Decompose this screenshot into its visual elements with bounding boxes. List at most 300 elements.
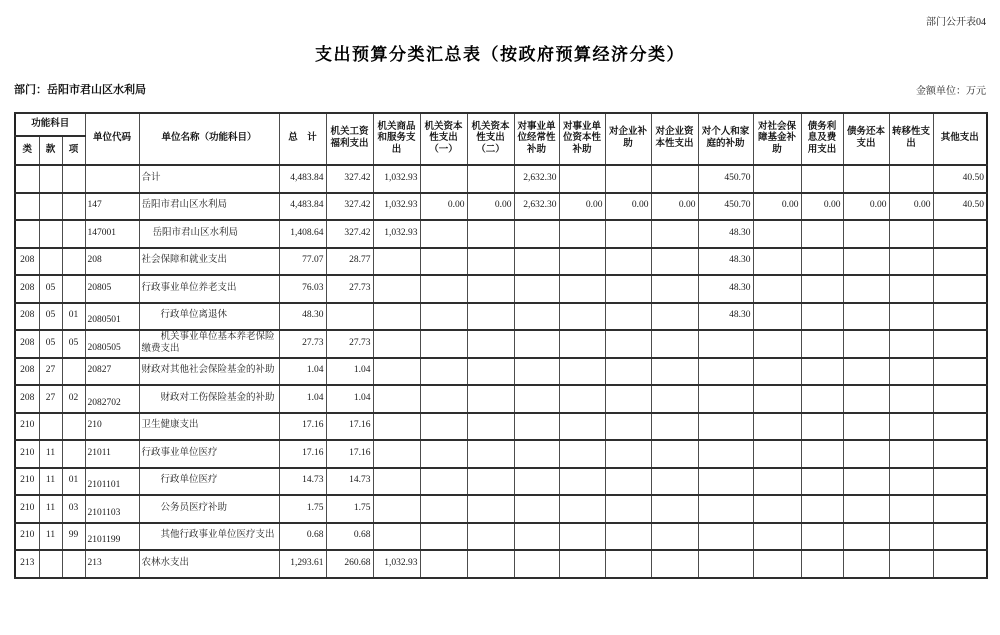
value-cell [933, 220, 987, 248]
value-cell [467, 523, 514, 551]
func-item-cell: 01 [62, 468, 85, 496]
table-row [15, 468, 987, 496]
value-cell: 27.73 [326, 275, 373, 303]
value-cell [605, 248, 651, 276]
value-cell [698, 358, 753, 386]
value-cell: 27.73 [279, 330, 326, 358]
value-cell [467, 358, 514, 386]
value-cell [514, 248, 559, 276]
value-cell [373, 523, 420, 551]
value-cell [559, 303, 605, 331]
func-class-cell: 208 [15, 358, 39, 386]
value-cell: 0.00 [801, 193, 843, 221]
value-cell [889, 275, 933, 303]
value-cell [843, 413, 889, 441]
func-class-cell: 213 [15, 550, 39, 578]
value-cell: 48.30 [698, 248, 753, 276]
value-cell [698, 523, 753, 551]
value-cell [559, 385, 605, 413]
table-row [15, 523, 987, 551]
value-cell [420, 550, 467, 578]
value-cell [420, 358, 467, 386]
value-cell [651, 303, 698, 331]
unit-code-cell: 213 [85, 550, 139, 578]
value-cell [651, 523, 698, 551]
value-cell [514, 358, 559, 386]
value-cell: 0.00 [753, 193, 801, 221]
value-cell [559, 523, 605, 551]
table-row [15, 550, 987, 578]
value-cell: 0.00 [889, 193, 933, 221]
value-cell [559, 248, 605, 276]
unit-code-cell: 147 [85, 193, 139, 221]
header-row-top [15, 113, 987, 136]
func-item-cell [62, 550, 85, 578]
value-cell [373, 385, 420, 413]
value-cell [889, 303, 933, 331]
func-section-cell: 05 [39, 330, 62, 358]
unit-code-cell: 208 [85, 248, 139, 276]
value-cell [420, 468, 467, 496]
value-cell: 17.16 [326, 440, 373, 468]
value-cell [605, 550, 651, 578]
unit-code-cell: 2101101 [85, 468, 139, 496]
value-cell [933, 248, 987, 276]
unit-name-cell: 行政单位离退休 [139, 303, 279, 331]
value-cell: 0.68 [326, 523, 373, 551]
value-cell [933, 523, 987, 551]
value-cell [651, 165, 698, 193]
value-cell [373, 330, 420, 358]
func-section-cell [39, 220, 62, 248]
value-cell [889, 523, 933, 551]
value-cell [373, 303, 420, 331]
value-cell [843, 248, 889, 276]
value-cell [801, 440, 843, 468]
value-cell [843, 495, 889, 523]
value-cell [933, 358, 987, 386]
func-item-cell: 01 [62, 303, 85, 331]
value-cell [933, 413, 987, 441]
value-cell [514, 330, 559, 358]
value-cell [605, 385, 651, 413]
func-section-cell: 11 [39, 495, 62, 523]
unit-code-cell: 2101199 [85, 523, 139, 551]
func-class-cell [15, 165, 39, 193]
value-cell [514, 275, 559, 303]
func-class-cell: 208 [15, 385, 39, 413]
unit-name-cell: 机关事业单位基本养老保险缴费支出 [139, 330, 279, 358]
unit-name-cell: 其他行政事业单位医疗支出 [139, 523, 279, 551]
value-cell: 17.16 [326, 413, 373, 441]
unit-code-cell: 210 [85, 413, 139, 441]
value-cell [801, 220, 843, 248]
value-cell: 1.04 [326, 358, 373, 386]
value-cell [843, 550, 889, 578]
value-cell [698, 330, 753, 358]
measure-col-header: 债务利息及费用支出 [801, 113, 843, 165]
value-cell [373, 275, 420, 303]
value-cell [801, 358, 843, 386]
value-cell [467, 248, 514, 276]
value-cell [373, 440, 420, 468]
value-cell: 2,632.30 [514, 193, 559, 221]
unit-code-cell: 2080501 [85, 303, 139, 331]
measure-col-header: 对个人和家庭的补助 [698, 113, 753, 165]
func-class-cell: 210 [15, 523, 39, 551]
measure-col-header: 对事业单位资本性补助 [559, 113, 605, 165]
value-cell [801, 165, 843, 193]
table-body [15, 165, 987, 578]
form-number-label: 部门公开表04 [926, 17, 986, 28]
value-cell: 450.70 [698, 193, 753, 221]
func-item-cell [62, 220, 85, 248]
func-class-cell [15, 193, 39, 221]
value-cell [889, 550, 933, 578]
unit-name-cell: 社会保障和就业支出 [139, 248, 279, 276]
value-cell: 4,483.84 [279, 193, 326, 221]
value-cell [889, 165, 933, 193]
func-class-cell: 208 [15, 330, 39, 358]
value-cell [605, 523, 651, 551]
func-item-cell: 03 [62, 495, 85, 523]
table-row [15, 330, 987, 358]
value-cell: 1.75 [279, 495, 326, 523]
value-cell: 327.42 [326, 165, 373, 193]
value-cell [559, 550, 605, 578]
value-cell: 0.00 [467, 193, 514, 221]
measure-col-header: 机关商品和服务支出 [373, 113, 420, 165]
value-cell [373, 358, 420, 386]
value-cell [514, 303, 559, 331]
unit-code-cell: 2101103 [85, 495, 139, 523]
func-section-cell: 05 [39, 303, 62, 331]
value-cell [753, 303, 801, 331]
value-cell: 1.04 [279, 385, 326, 413]
value-cell: 77.07 [279, 248, 326, 276]
total-header: 总 计 [279, 113, 326, 165]
value-cell [933, 495, 987, 523]
value-cell [559, 413, 605, 441]
func-subject-header: 功能科目 [15, 113, 85, 136]
func-section-cell: 11 [39, 468, 62, 496]
value-cell: 40.50 [933, 193, 987, 221]
value-cell: 327.42 [326, 193, 373, 221]
func-class-cell: 208 [15, 248, 39, 276]
value-cell: 14.73 [279, 468, 326, 496]
value-cell [605, 468, 651, 496]
value-cell [559, 275, 605, 303]
value-cell [843, 165, 889, 193]
func-class-cell: 210 [15, 468, 39, 496]
value-cell [753, 165, 801, 193]
value-cell: 260.68 [326, 550, 373, 578]
value-cell [933, 330, 987, 358]
value-cell [801, 523, 843, 551]
unit-name-cell: 岳阳市君山区水利局 [139, 220, 279, 248]
value-cell: 1.75 [326, 495, 373, 523]
value-cell [843, 523, 889, 551]
value-cell [559, 468, 605, 496]
value-cell [605, 413, 651, 441]
func-class-cell: 210 [15, 413, 39, 441]
value-cell: 327.42 [326, 220, 373, 248]
table-row [15, 440, 987, 468]
table-row [15, 220, 987, 248]
func-item-cell [62, 440, 85, 468]
value-cell: 0.00 [559, 193, 605, 221]
unit-name-cell: 行政事业单位养老支出 [139, 275, 279, 303]
value-cell [467, 495, 514, 523]
value-cell [467, 330, 514, 358]
measure-col-header: 机关资本性支出（一） [420, 113, 467, 165]
value-cell [933, 385, 987, 413]
table-row [15, 358, 987, 386]
unit-name-cell: 财政对工伤保险基金的补助 [139, 385, 279, 413]
value-cell [801, 468, 843, 496]
value-cell: 1,032.93 [373, 165, 420, 193]
value-cell [514, 468, 559, 496]
value-cell [420, 523, 467, 551]
value-cell [605, 495, 651, 523]
value-cell [559, 165, 605, 193]
value-cell [420, 248, 467, 276]
value-cell [651, 358, 698, 386]
value-cell [420, 330, 467, 358]
value-cell: 48.30 [698, 303, 753, 331]
table-row [15, 193, 987, 221]
value-cell: 1,293.61 [279, 550, 326, 578]
value-cell [514, 495, 559, 523]
func-class-cell: 208 [15, 275, 39, 303]
value-cell [373, 248, 420, 276]
unit-name-cell: 农林水支出 [139, 550, 279, 578]
value-cell: 2,632.30 [514, 165, 559, 193]
value-cell [651, 468, 698, 496]
value-cell [801, 385, 843, 413]
value-cell: 0.00 [651, 193, 698, 221]
func-section-cell: 11 [39, 523, 62, 551]
value-cell [559, 358, 605, 386]
value-cell: 1,032.93 [373, 550, 420, 578]
func-class-cell: 208 [15, 303, 39, 331]
value-cell [889, 468, 933, 496]
value-cell [889, 385, 933, 413]
unit-code-cell [85, 165, 139, 193]
value-cell: 1.04 [326, 385, 373, 413]
value-cell: 0.68 [279, 523, 326, 551]
value-cell [698, 495, 753, 523]
table-row [15, 385, 987, 413]
value-cell: 48.30 [698, 220, 753, 248]
func-item-cell: 99 [62, 523, 85, 551]
measure-col-header: 债务还本支出 [843, 113, 889, 165]
value-cell [843, 220, 889, 248]
unit-code-cell: 20805 [85, 275, 139, 303]
measure-col-header: 对企业资本性支出 [651, 113, 698, 165]
value-cell [467, 468, 514, 496]
func-item-cell [62, 248, 85, 276]
value-cell [698, 550, 753, 578]
func-class-cell: 210 [15, 440, 39, 468]
func-section-cell: 11 [39, 440, 62, 468]
value-cell [753, 248, 801, 276]
table-row [15, 303, 987, 331]
value-cell: 0.00 [420, 193, 467, 221]
unit-name-cell: 公务员医疗补助 [139, 495, 279, 523]
value-cell [326, 303, 373, 331]
value-cell [651, 248, 698, 276]
func-item-cell [62, 193, 85, 221]
table-row [15, 275, 987, 303]
value-cell: 1,032.93 [373, 193, 420, 221]
unit-name-header: 单位名称（功能科目） [139, 113, 279, 165]
func-item-cell [62, 358, 85, 386]
value-cell: 48.30 [698, 275, 753, 303]
value-cell [801, 303, 843, 331]
value-cell [889, 413, 933, 441]
value-cell [889, 330, 933, 358]
value-cell [605, 440, 651, 468]
func-section-header: 款 [39, 136, 62, 165]
value-cell [467, 440, 514, 468]
unit-code-cell: 147001 [85, 220, 139, 248]
value-cell [605, 303, 651, 331]
measure-col-header: 机关资本性支出（二） [467, 113, 514, 165]
value-cell [843, 468, 889, 496]
value-cell [514, 523, 559, 551]
value-cell [559, 330, 605, 358]
value-cell [753, 440, 801, 468]
value-cell [933, 468, 987, 496]
measure-col-header: 对事业单位经常性补助 [514, 113, 559, 165]
measure-col-header: 其他支出 [933, 113, 987, 165]
value-cell [514, 385, 559, 413]
value-cell [373, 495, 420, 523]
func-item-cell: 05 [62, 330, 85, 358]
value-cell [605, 330, 651, 358]
value-cell [651, 413, 698, 441]
value-cell [933, 550, 987, 578]
unit-name-cell: 财政对其他社会保险基金的补助 [139, 358, 279, 386]
value-cell [753, 358, 801, 386]
value-cell [801, 330, 843, 358]
measure-col-header: 对企业补助 [605, 113, 651, 165]
department-label: 部门：岳阳市君山区水利局 [14, 84, 146, 96]
func-section-cell [39, 550, 62, 578]
func-item-cell [62, 275, 85, 303]
value-cell [801, 413, 843, 441]
value-cell [843, 440, 889, 468]
value-cell [420, 495, 467, 523]
value-cell [753, 413, 801, 441]
value-cell: 27.73 [326, 330, 373, 358]
func-section-cell: 05 [39, 275, 62, 303]
value-cell [467, 413, 514, 441]
value-cell: 1,032.93 [373, 220, 420, 248]
value-cell: 17.16 [279, 413, 326, 441]
value-cell: 40.50 [933, 165, 987, 193]
value-cell [514, 413, 559, 441]
value-cell [753, 275, 801, 303]
value-cell [889, 495, 933, 523]
value-cell [651, 550, 698, 578]
value-cell [514, 220, 559, 248]
value-cell [420, 303, 467, 331]
unit-code-header: 单位代码 [85, 113, 139, 165]
value-cell [514, 550, 559, 578]
value-cell [889, 358, 933, 386]
unit-name-cell: 合计 [139, 165, 279, 193]
func-item-cell [62, 413, 85, 441]
value-cell [651, 275, 698, 303]
value-cell [889, 248, 933, 276]
unit-name-cell: 卫生健康支出 [139, 413, 279, 441]
value-cell [420, 275, 467, 303]
value-cell [605, 220, 651, 248]
value-cell [467, 275, 514, 303]
value-cell: 0.00 [605, 193, 651, 221]
value-cell [801, 550, 843, 578]
func-section-cell: 27 [39, 385, 62, 413]
value-cell [467, 220, 514, 248]
value-cell: 0.00 [843, 193, 889, 221]
value-cell [420, 413, 467, 441]
value-cell [651, 220, 698, 248]
value-cell [843, 330, 889, 358]
value-cell [467, 550, 514, 578]
value-cell [467, 385, 514, 413]
value-cell: 1,408.64 [279, 220, 326, 248]
value-cell [420, 385, 467, 413]
value-cell [605, 165, 651, 193]
value-cell: 4,483.84 [279, 165, 326, 193]
func-section-cell [39, 193, 62, 221]
value-cell [698, 468, 753, 496]
value-cell: 450.70 [698, 165, 753, 193]
unit-code-cell: 21011 [85, 440, 139, 468]
value-cell [753, 220, 801, 248]
meta-row [14, 81, 986, 97]
budget-table [14, 112, 988, 579]
table-row [15, 165, 987, 193]
table-row [15, 495, 987, 523]
amount-unit-label: 金额单位：万元 [916, 86, 986, 97]
value-cell [514, 440, 559, 468]
value-cell [651, 495, 698, 523]
unit-name-cell: 行政单位医疗 [139, 468, 279, 496]
value-cell: 48.30 [279, 303, 326, 331]
func-section-cell: 27 [39, 358, 62, 386]
value-cell [373, 468, 420, 496]
value-cell [753, 495, 801, 523]
budget-table-wrap [14, 112, 988, 579]
value-cell [753, 468, 801, 496]
value-cell [753, 330, 801, 358]
value-cell [559, 495, 605, 523]
value-cell: 17.16 [279, 440, 326, 468]
value-cell: 1.04 [279, 358, 326, 386]
func-item-cell: 02 [62, 385, 85, 413]
value-cell [933, 440, 987, 468]
measure-col-header: 机关工资福利支出 [326, 113, 373, 165]
value-cell [801, 275, 843, 303]
value-cell [698, 413, 753, 441]
func-class-cell: 210 [15, 495, 39, 523]
value-cell: 76.03 [279, 275, 326, 303]
measure-col-header: 转移性支出 [889, 113, 933, 165]
value-cell [801, 248, 843, 276]
